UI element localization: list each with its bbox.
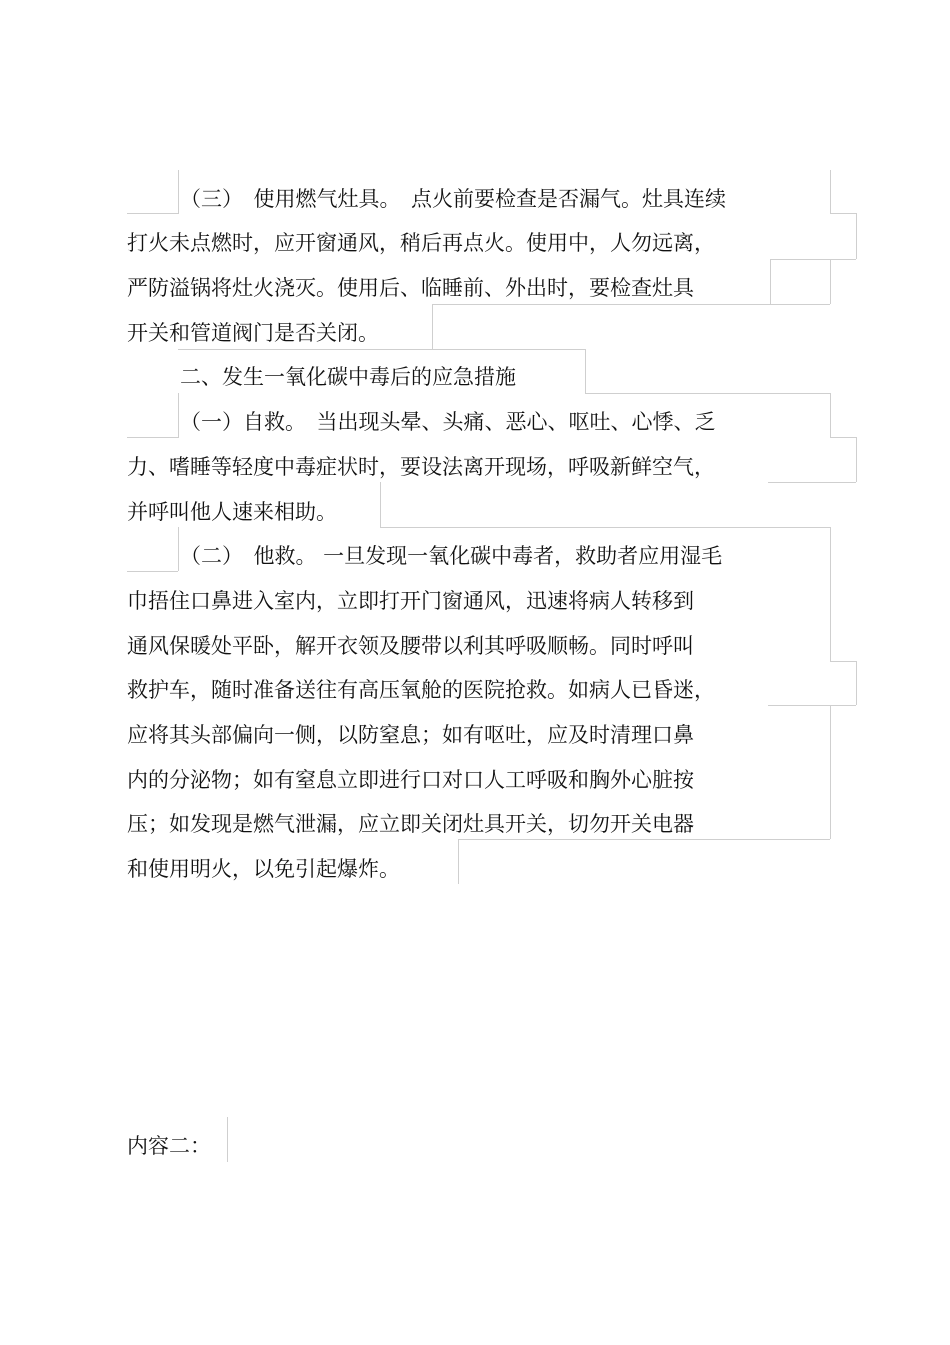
paragraph-line: 和使用明火，以免引起爆炸。 (127, 857, 400, 881)
frame-rule (856, 661, 857, 705)
paragraph-line: 并呼叫他人速来相助。 (127, 500, 337, 524)
frame-rule (127, 571, 178, 572)
paragraph-line: （二） 他救。 一旦发现一氧化碳中毒者，救助者应用湿毛 (180, 544, 723, 568)
frame-rule (770, 259, 856, 260)
frame-rule (178, 170, 179, 214)
frame-rule (856, 437, 857, 482)
content-label: 内容二： (127, 1134, 211, 1158)
section-heading: 二、发生一氧化碳中毒后的应急措施 (180, 365, 516, 389)
paragraph-line: 开关和管道阀门是否关闭。 (127, 321, 379, 345)
paragraph-line: 巾捂住口鼻进入室内，立即打开门窗通风，迅速将病人转移到 (127, 589, 694, 613)
frame-rule (585, 349, 586, 393)
paragraph-line: 打火未点燃时，应开窗通风，稍后再点火。使用中，人勿远离， (127, 231, 715, 255)
frame-rule (127, 437, 178, 438)
frame-rule (380, 482, 381, 527)
frame-rule (830, 705, 831, 839)
frame-rule (432, 304, 830, 305)
frame-rule (770, 259, 771, 304)
frame-rule (178, 527, 179, 571)
frame-rule (380, 527, 830, 528)
frame-rule (856, 213, 857, 259)
frame-rule (178, 349, 585, 350)
paragraph-line: 严防溢锅将灶火浇灭。使用后、临睡前、外出时，要检查灶具 (127, 276, 694, 300)
frame-rule (768, 482, 856, 483)
frame-rule (585, 393, 830, 394)
frame-rule (178, 393, 179, 438)
frame-rule (830, 527, 831, 661)
paragraph-line: 通风保暖处平卧，解开衣领及腰带以利其呼吸顺畅。同时呼叫 (127, 634, 694, 658)
frame-rule (127, 213, 178, 214)
frame-rule (458, 839, 459, 884)
paragraph-line: 救护车，随时准备送往有高压氧舱的医院抢救。如病人已昏迷， (127, 678, 715, 702)
frame-rule (830, 213, 856, 214)
frame-rule (830, 259, 831, 304)
paragraph-line: 压；如发现是燃气泄漏，应立即关闭灶具开关，切勿开关电器 (127, 812, 694, 836)
paragraph-line: （三） 使用燃气灶具。 点火前要检查是否漏气。灶具连续 (180, 187, 726, 211)
paragraph-line: 应将其头部偏向一侧，以防窒息；如有呕吐，应及时清理口鼻 (127, 723, 694, 747)
frame-rule (458, 839, 830, 840)
frame-rule (830, 170, 831, 214)
frame-rule (830, 437, 856, 438)
frame-rule (830, 661, 856, 662)
frame-rule (432, 304, 433, 349)
frame-rule (830, 393, 831, 438)
frame-rule (768, 705, 856, 706)
paragraph-line: （一）自救。 当出现头晕、头痛、恶心、呕吐、心悸、乏 (180, 410, 716, 434)
paragraph-line: 力、嗜睡等轻度中毒症状时，要设法离开现场，呼吸新鲜空气， (127, 455, 715, 479)
paragraph-line: 内的分泌物；如有窒息立即进行口对口人工呼吸和胸外心脏按 (127, 768, 694, 792)
frame-rule (227, 1117, 228, 1162)
